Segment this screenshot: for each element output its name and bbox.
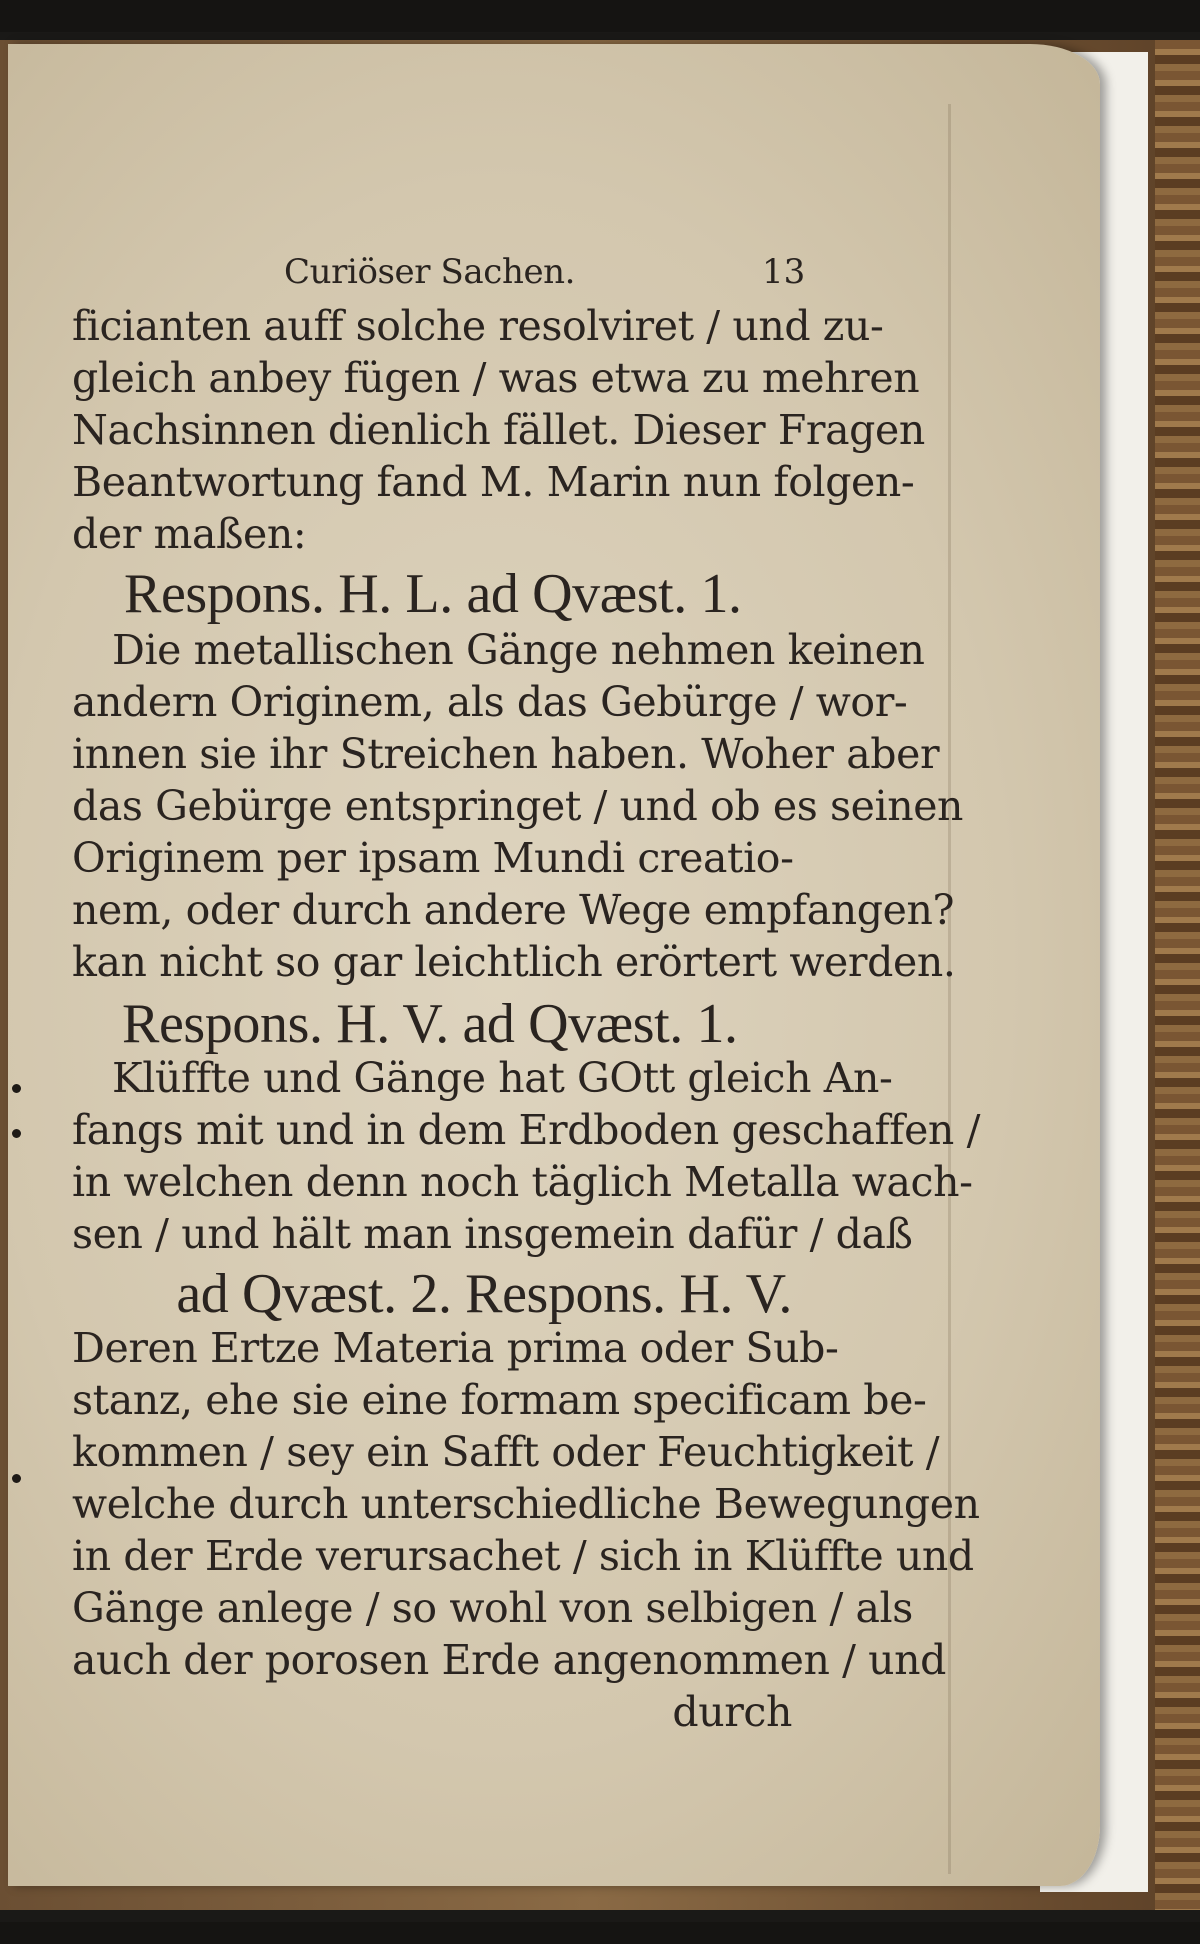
text-line: in welchen denn noch täglich Metalla wach- [72, 1158, 973, 1206]
text-line: auch der porosen Erde angenommen / und [72, 1636, 947, 1684]
page-fold-shadow [948, 104, 951, 1874]
book-page [8, 44, 1100, 1886]
section-heading: ad Qvæst. 2. Respons. H. V. [176, 1263, 792, 1325]
text-line: in der Erde verursachet / sich in Klüffte und [72, 1532, 974, 1580]
section-heading: Respons. H. V. ad Qvæst. 1. [122, 993, 738, 1055]
text-line: Originem per ipsam Mundi creatio- [72, 834, 794, 882]
margin-mark [12, 1084, 21, 1093]
text-line: Beantwortung fand M. Marin nun folgen- [72, 458, 915, 506]
text-line: nem, oder durch andere Wege empfangen? [72, 886, 955, 934]
text-line: ficianten auff solche resolviret / und zu- [72, 302, 884, 350]
text-line: sen / und hält man insgemein dafür / daß [72, 1210, 913, 1258]
text-line: Deren Ertze Materia prima oder Sub- [72, 1324, 839, 1372]
text-line: innen sie ihr Streichen haben. Woher aber [72, 730, 940, 778]
margin-mark [12, 1474, 21, 1483]
text-line: Klüffte und Gänge hat GOtt gleich An- [112, 1054, 893, 1102]
text-line: fangs mit und in dem Erdboden geschaffen / [72, 1106, 980, 1154]
book-spine-edge [1155, 40, 1200, 1910]
text-line: Gänge anlege / so wohl von selbigen / als [72, 1584, 913, 1632]
margin-mark [12, 1129, 21, 1138]
running-head: Curiöser Sachen. [284, 252, 576, 292]
text-line: kommen / sey ein Safft oder Feuchtigkeit / [72, 1428, 940, 1476]
catchword: durch [672, 1688, 792, 1736]
text-line: stanz, ehe sie eine formam specificam be- [72, 1376, 927, 1424]
text-line: der maßen: [72, 510, 307, 558]
section-heading: Respons. H. L. ad Qvæst. 1. [124, 563, 742, 625]
text-line: kan nicht so gar leichtlich erörtert werden. [72, 938, 956, 986]
text-line: welche durch unterschiedliche Bewegungen [72, 1480, 980, 1528]
text-line: Die metallischen Gänge nehmen keinen [112, 626, 925, 674]
text-line: Nachsinnen dienlich fället. Dieser Fragen [72, 406, 925, 454]
text-line: andern Originem, als das Gebürge / wor- [72, 678, 908, 726]
text-line: das Gebürge entspringet / und ob es seinen [72, 782, 964, 830]
page-number: 13 [762, 252, 806, 292]
text-line: gleich anbey fügen / was etwa zu mehren [72, 354, 920, 402]
